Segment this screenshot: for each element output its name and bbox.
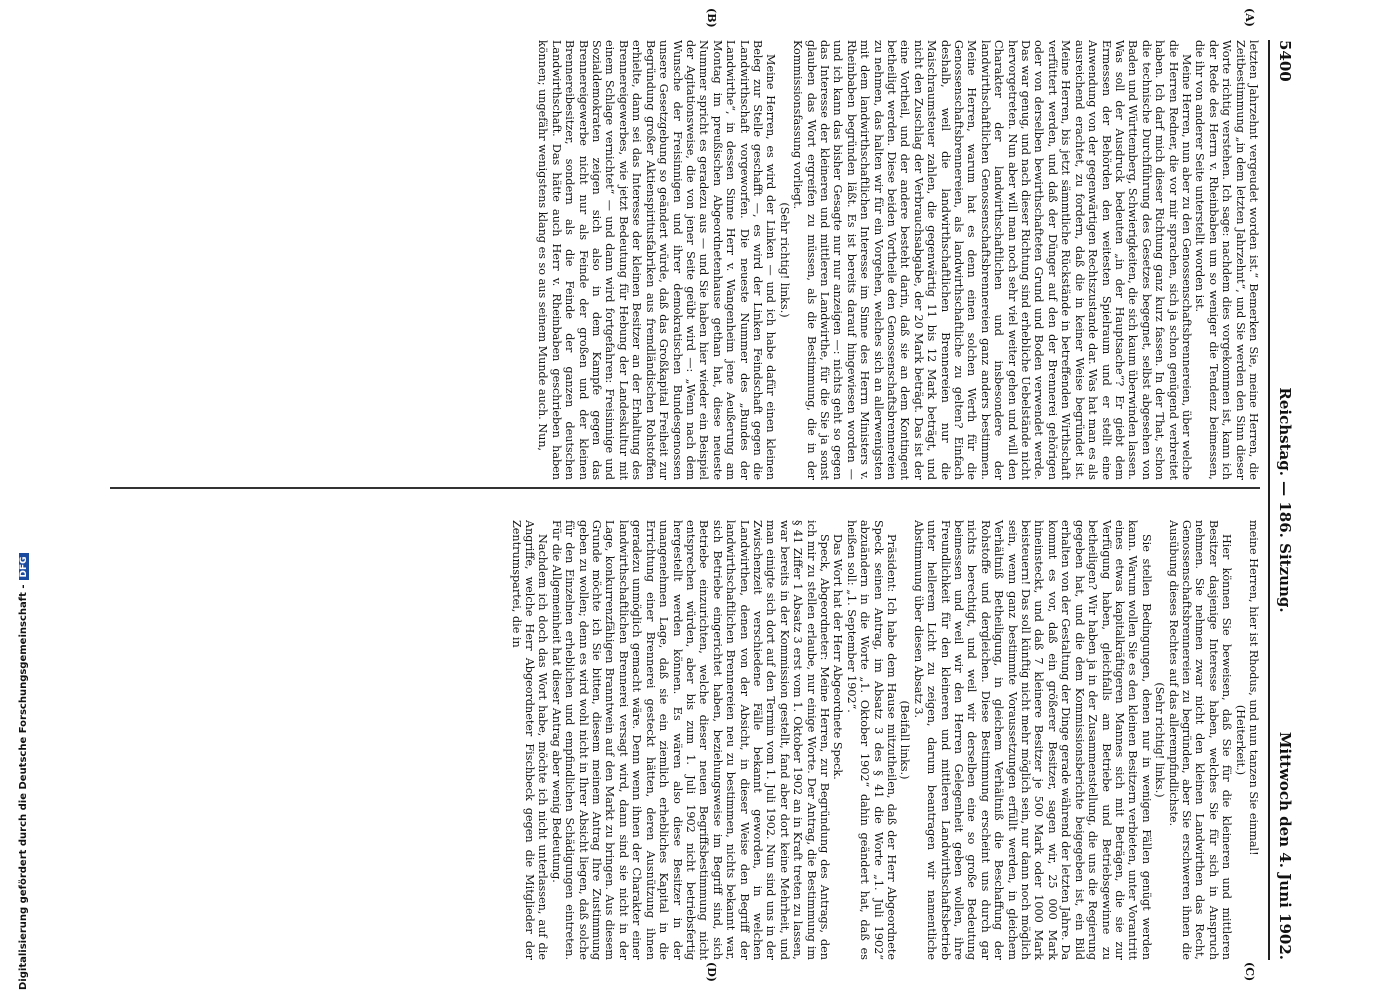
left-text-column <box>536 40 1260 480</box>
page-number: 5400 <box>1276 40 1294 82</box>
paragraph: Speck, Abgeordneter: Meine Herren, zur Begründung des Antrags, den ich mir zu stellen erlaube, nur einige Worte. Der Antrag, die Bestimmung im § 41 Ziffer 1 Absatz 3 erst vom 1. Oktober 1902 an in Kraft treten zu lassen, war bereits in der Kommission gestellt, fand aber dort keine Mehrheit, und man einigte sich dort auf den Termin vom 1. Juli 1902. Nun sind uns in der Zwischenzeit verschiedene Fälle bekannt geworden, in welchen Landwirthen, denen von der Absicht, in dieser Weise den Begriff der landwirthschaftlichen Brennereien neu zu bestimmen, nichts bekannt war, sich Betriebe eingerichtet haben, beziehungsweise im Begriff sind, sich Betriebe einzurichten, welche dieser neuen Begriffsbestimmung nicht entsprechen würden, aber bis zum 1. Juli 1902 nicht betriebsfertig hergestellt werden können. Es wären also diese Besitzer in der unangenehmen Lage, daß sie ein ziemlich erhebliches Kapital in die Errichtung einer Brennerei gesteckt hätten, deren Ausnützung ihnen geradezu unmöglich gemacht wäre. Denn wenn ihnen der Charakter einer landwirthschaftlichen Brennerei versagt wird, dann sind sie nicht in der Lage, konkurrenzfähigen Branntwein auf den Markt zu bringen. Aus diesem Grunde möchte ich Sie bitten, diesem meinem Antrag Ihre Zustimmung geben zu wollen; denn es wird wohl nicht in Ihrer Absicht liegen, daß solche für den Einzelnen erheblichen und empfindlichen Schädigungen eintreten. Für die Allgemeinheit hat dieser Antrag aber wenig Bedeutung. <box>549 520 831 960</box>
margin-mark-b: (B) <box>705 8 718 28</box>
interjection: (Beifall links.) <box>898 700 912 780</box>
paragraph: Präsident: Ich habe dem Hause mitzutheilen, daß der Herr Abgeordnete Speck seinen Antrag, im Absatz 3 des § 41 die Worte „1. Juli 1902“ abzuändern in die Worte „1. Oktober 1902“ dahin geändert hat, daß es heißen soll: „1. September 1902“. <box>844 520 899 960</box>
funding-text: Digitalisierung gefördert durch die Deutsche Forschungsgemeinschaft - <box>18 584 29 990</box>
column-divider <box>110 487 1260 489</box>
interjection: (Heiterkeit.) <box>1233 704 1247 776</box>
margin-mark-c: (C) <box>1243 962 1256 982</box>
interjection: (Sehr richtig! links.) <box>777 202 791 318</box>
digitization-sidebar <box>0 0 29 1000</box>
paragraph: Nachdem ich doch das Wort habe, möchte ich nicht unterlassen, auf die Angriffe, welche Herr Abgeordneter Fischbeck gegen die Mitglieder der Zentrumspartei, die in <box>509 520 550 960</box>
rotated-page <box>98 0 1308 1000</box>
session-title: Reichstag. — 186. Sitzung. <box>1276 387 1294 613</box>
header-rule <box>1268 40 1270 960</box>
paragraph: meine Herren, hier ist Rhodus, und nun tanzen Sie einmal! <box>1247 520 1260 856</box>
session-date: Mittwoch den 4. Juni 1902. <box>1276 731 1294 960</box>
right-text-column <box>509 520 1260 960</box>
paragraph: Sie stellen Bedingungen, denen nur in wenigen Fällen genügt werden kann. Warum wollen Sie es den kleinen Besitzern verbieten, unter Vorantritt eines etwas kapitalkräftigeren Mannes sich mit Beträgen, die sie zur Verfügung haben, gleichfalls am Betriebe und Betriebsgewinne zu betheiligen? Wir haben ja in der Zusammenstellung, die uns die Regierung gegeben hat, und die dem Kommissionsberichte beigegeben ist, ein Bild erhalten von der Gestaltung der Dinge gerade während der letzten Jahre. Da kommt es vor, daß ein größerer Besitzer, sagen wir, 25 000 Mark hineinsteckt, und daß 7 kleinere Besitzer je 500 Mark oder 1000 Mark beisteuern! Das soll künftig nicht mehr möglich sein, nur dann noch möglich sein, wenn ganz bestimmte Voraussetzungen erfüllt werden, in gleichem Verhältniß Betheiligung, in gleichem Verhältniß die Beschaffung der Rohstoffe und dergleichen. Diese Bestimmung erscheint uns durch gar nichts berechtigt, und weil wir derselben eine so große Bedeutung beimessen und weil wir den Herren Gelegenheit geben wollen, ihre Freundlichkeit für den kleineren und mittleren Landwirthschaftsbetrieb unter hellerem Licht zu zeigen, darum beantragen wir namentliche Abstimmung über diesen Absatz 3. <box>911 520 1153 960</box>
paragraph: Meine Herren, es wird der Linken — und ich habe dafür einen kleinen Beleg zur Stelle geschafft —, es wird der Linken Feindschaft gegen die Landwirthschaft vorgeworfen. Die neueste Nummer des „Bundes der Landwirthe“, in dessen Sinne Herr v. Wangenheim jene Aeußerung am Montag im preußischen Abgeordnetenhause gethan hat, diese neueste Nummer spricht es geradezu aus — und Sie haben hier wieder ein Beispiel der Agitationsweise, die von jener Seite geübt wird —: „Wenn nach dem Wunsche der Freisinnigen und ihrer demokratischen Bundesgenossen unsere Gesetzgebung so geändert würde, daß das Großkapital Freiheit zur Begründung großer Aktienspiritusfabriken aus fremdländischen Rohstoffen erhielte, dann sei das Interesse der kleinen Besitzer an der Erhaltung des Brennereigewerbes, wie jetzt Bedeutung für Hebung der Landeskultur mit einem Schlage vernichtet“ — und dann wird fortgefahren: Freisinnige und Sozialdemokraten zeigen sich also in dem Kampfe gegen das Brennereigewerbe nicht nur als Feinde der großen und der kleinen Brennereibesitzer, sondern als die Feinde der ganzen deutschen Landwirthschaft. Das hätte auch Herr v. Rheinbaben geschrieben haben können; ungefähr wenigstens klang es so aus seinem Munde auch. Nun, <box>536 40 778 480</box>
paragraph: letzten Jahrzehnt vergeudet worden ist.“ Bemerken Sie, meine Herren, die Zeitbestimmung „in dem letzten Jahrzehnt“, und Sie werden den Sinn dieser Worte richtig verstehen. Ich sage: nachdem dies vorgekommen ist, kann ich der Rede des Herrn v. Rheinbaben um so weniger die Tendenz beimessen, die ihr von anderer Seite unterstellt worden ist. <box>1193 40 1260 480</box>
paragraph: Meine Herren, nun aber zu den Genossenschaftsbrennereien, über welche die Herren Redner, die vor mir sprachen, sich ja schon genügend verbreitet haben. Ich darf mich dieser Richtung ganz kurz fassen. In der That, schon die technische Durchführung des Gesetzes begegnet, selbst abgesehen von Baden und Württemberg, Schwierigkeiten, die sich kaum überwinden lassen. Was soll der Ausdruck bedeuten „in der Hauptsache“? Er giebt dem Ermessen der Behörden den weitesten Spielraum und er stellt eine Anwendung von der gegenwärtigen Rechtszustande dar. Was hat man es als ausreichend erachtet, zu fordern, daß die in keiner Weise begründet ist. Meine Herren, bis jetzt sämmtliche Rückstände in betreffenden Wirthschaft verfüttert werden, und daß der Dünger auf den der Brennerei gehörigen oder von derselben bewirthschafteten Grund und Boden verwendet werde. Das war genug, und nach dieser Richtung sind erhebliche Uebelstände nicht hervorgetreten. Nun aber will man noch sehr viel weiter gehen und will den Charakter der landwirthschaftlichen und insbesondere der landwirthschaftlichen Genossenschaftsbrennereien ganz anders bestimmen. Meine Herren, warum hat es denn einen solchen Werth für die Genossenschaftsbrennereien, als landwirthschaftliche zu gelten? Einfach deshalb, weil die landwirthschaftlichen Brennereien nur die Maischraumsteuer zahlen, die gegenwärtig 11 bis 12 Mark beträgt, und nicht den Zuschlag der Verbrauchsabgabe, der 20 Mark beträgt. Das ist der eine Vortheil, und der andere besteht darin, daß sie an dem Kontingent betheiligt werden. Diese beiden Vortheile den Genossenschaftsbrennereien zu nehmen, das halten wir für ein Vorgehen, welches sich an allerwenigsten mit dem landwirthschaftlichen Interesse im Sinne des Herrn Ministers v. Rheinbaben begründen läßt. Es ist bereits darauf hingewiesen worden — und ich kann das bisher Gesagte nur nur anzeigen —: nichts geht so gegen das Interesse der kleineren und mittleren Landwirthe, für die Sie ja sonst glauben das Wort ergreifen zu müssen, als die Bestimmung, die in der Kommissionsfassung vorliegt. <box>791 40 1193 480</box>
interjection: (Sehr richtig! links.) <box>1153 682 1167 798</box>
paragraph: Das Wort hat der Herr Abgeordnete Speck. <box>831 534 845 780</box>
page-header <box>1272 40 1294 960</box>
funding-note <box>18 553 29 990</box>
dfg-logo: DFG <box>19 553 29 580</box>
margin-mark-a: (A) <box>1243 8 1256 27</box>
margin-mark-d: (D) <box>705 962 718 982</box>
paragraph: Hier können Sie beweisen, daß Sie für die kleineren und mittleren Besitzer dasjenige Interesse haben, welches Sie für sich in Anspruch nehmen. Sie nehmen zwar nicht den kleinen Landwirthen das Recht, Genossenschaftsbrennereien zu begründen, aber Sie erschweren ihnen die Ausübung dieses Rechtes auf das allerempfindlichste. <box>1166 520 1234 960</box>
